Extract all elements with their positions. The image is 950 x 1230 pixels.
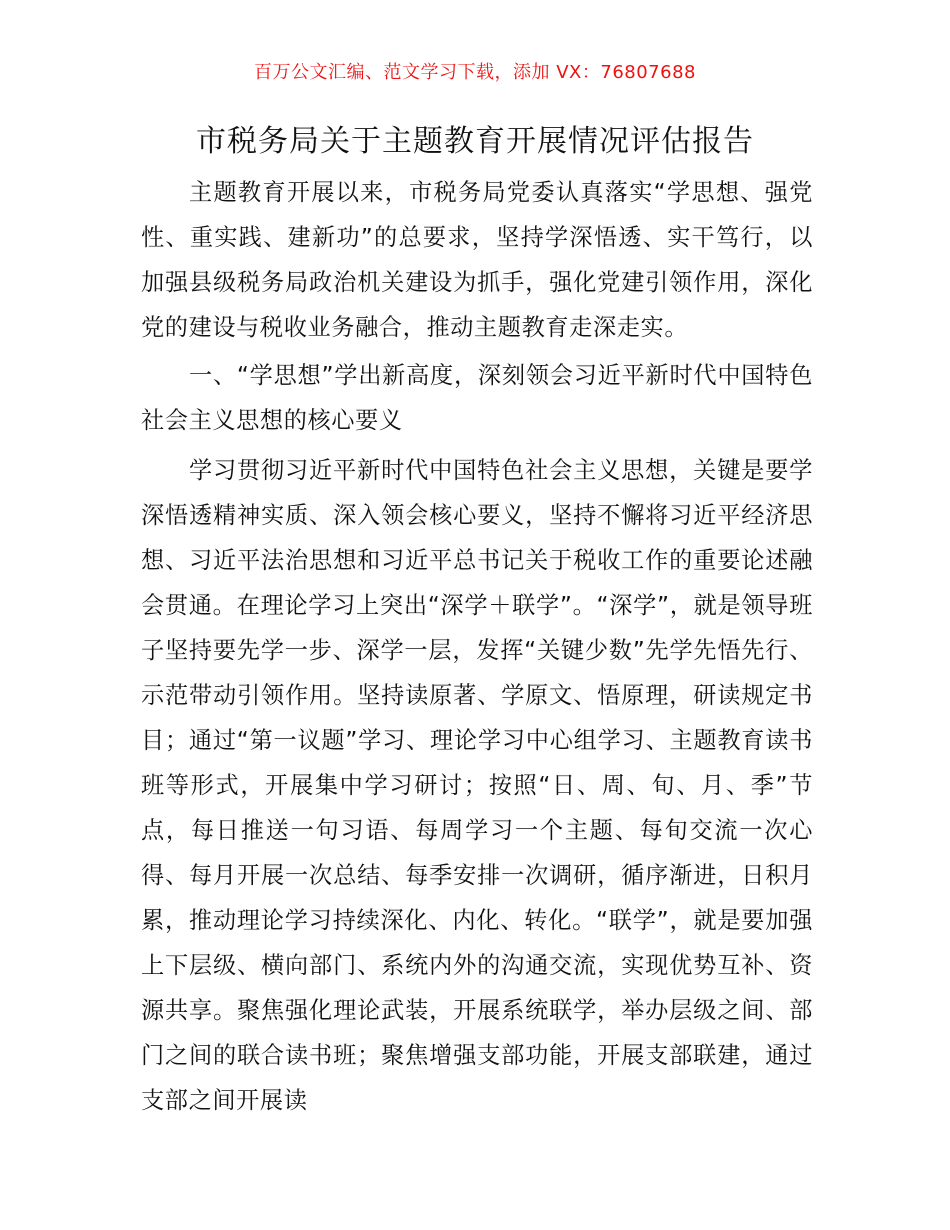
watermark-banner: 百万公文汇编、范文学习下载，添加 VX：76807688: [254, 62, 696, 83]
section-1-body: [141, 448, 813, 1123]
document-title: 市税务局关于主题教育开展情况评估报告: [196, 124, 754, 159]
paragraph-text: 主题教育开展以来，市税务局党委认真落实“学思想、强党性、重实践、建新功”的总要求，坚持学深悟透、实干笃行，以加强县级税务局政治机关建设为抓手，强化党建引领作用，深化党的建设与税收业务融合，推动主题教育走深走实。: [141, 179, 813, 341]
paragraph-text: 学习贯彻习近平新时代中国特色社会主义思想，关键是要学深悟透精神实质、深入领会核心要义，坚持不懈将习近平经济思想、习近平法治思想和习近平总书记关于税收工作的重要论述融会贯通。在理论学习上突出“深学＋联学”。“深学”，就是领导班子坚持要先学一步、深学一层，发挥“关键少数”先学先悟先行、示范带动引领作用。坚持读原著、学原文、悟原理，研读规定书目；通过“第一议题”学习、理论学习中心组学习、主题教育读书班等形式，开展集中学习研讨；按照“日、周、旬、月、季”节点，每日推送一句习语、每周学习一个主题、每旬交流一次心得、每月开展一次总结、每季安排一次调研，循序渐进，日积月累，推动理论学习持续深化、内化、转化。“联学”，就是要加强上下层级、横向部门、系统内外的沟通交流，实现优势互补、资源共享。聚焦强化理论武装，开展系统联学，举办层级之间、部门之间的联合读书班；聚焦增强支部功能，开展支部联建，通过支部之间开展读: [141, 457, 813, 1114]
section-heading-text: 一、“学思想”学出新高度，深刻领会习近平新时代中国特色社会主义思想的核心要义: [141, 362, 813, 434]
section-heading-1: [141, 353, 813, 443]
intro-paragraph: [141, 170, 813, 350]
